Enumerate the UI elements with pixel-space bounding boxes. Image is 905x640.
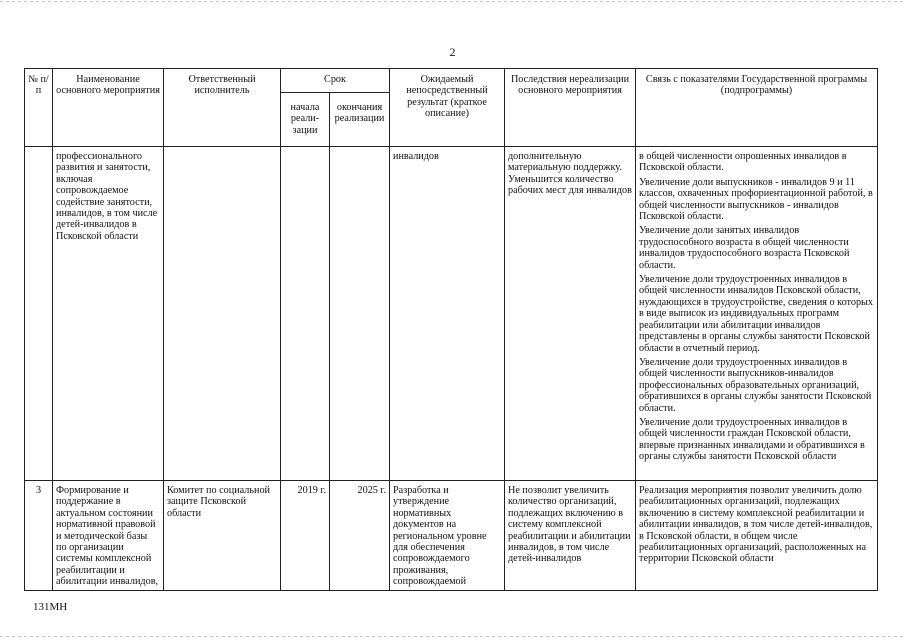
row-end — [330, 147, 390, 481]
row-consequences: дополнительную материальную поддержку. Уменьшится количество рабочих мест для инвалидов — [505, 147, 636, 481]
page-number: 2 — [449, 45, 456, 59]
row-links — [636, 147, 878, 481]
link-paragraph: Увеличение доли выпускников - инвалидов 9 и 11 классов, охваченных профориентационной работой, в общей численности выпускников - инвалидов Псковской области. — [639, 176, 873, 223]
header-term-start: начала реали-зации — [281, 93, 330, 147]
link-paragraph: Увеличение доли трудоустроенных инвалидов в общей численности граждан Псковской области, впервые признанных инвалидами и обратившихся в органы службы занятости Псковской области — [639, 416, 865, 463]
scan-top-edge — [0, 1, 905, 2]
header-executor: Ответственный исполнитель — [164, 69, 281, 147]
row-name: Формирование и поддержание в актуальном состоянии нормативной правовой и методической базы по организации системы комплексной реабилитации и абилитации инвалидов, — [53, 481, 164, 591]
header-row — [25, 69, 878, 93]
measures-table — [24, 68, 878, 591]
row-consequences: Не позволит увеличить количество организаций, подлежащих включению в систему комплексной реабилитации и абилитации инвалидов, в том числе детей-инвалидов — [505, 481, 636, 591]
table-row — [25, 147, 878, 481]
header-name: Наименование основного мероприятия — [53, 69, 164, 147]
scan-bottom-edge — [0, 636, 905, 637]
row-result: Разработка и утверждение нормативных документов на региональном уровне для обеспечения сопровождаемого проживания, сопровождаемой — [390, 481, 505, 591]
link-paragraph: Увеличение доли занятых инвалидов трудоспособного возраста в общей численности инвалидов трудоспособного возраста Псковской области. — [639, 225, 850, 271]
footer-code: 131МН — [33, 601, 68, 613]
row-name: профессионального развития и занятости, включая сопровождаемое содействие занятости, инвалидов, в том числе детей-инвалидов в Псковской области — [53, 147, 164, 481]
link-paragraph: в общей численности опрошенных инвалидов в Псковской области. — [639, 151, 847, 174]
row-num: 3 — [25, 481, 53, 591]
row-result: инвалидов — [390, 147, 505, 481]
link-paragraph: Увеличение доли трудоустроенных инвалидов в общей численности выпускников-инвалидов профессиональных образовательных организаций, обратившихся в органы службы занятости Псковской области. — [639, 356, 872, 414]
row-num — [25, 147, 53, 481]
row-end: 2025 г. — [330, 481, 390, 591]
link-paragraph: Реализация мероприятия позволит увеличить долю реабилитационных организаций, подлежащих включению в систему комплексной реабилитации и абилитации инвалидов, в том числе детей-инвалидов, в Псковской области, в общем числе реабилитационных организаций, расположенных на территории Псковской области — [639, 485, 873, 565]
header-term: Срок — [281, 69, 390, 93]
header-consequences: Последствия нереализации основного мероприятия — [505, 69, 636, 147]
row-start: 2019 г. — [281, 481, 330, 591]
row-executor — [164, 147, 281, 481]
row-executor: Комитет по социальной защите Псковской области — [164, 481, 281, 591]
row-start — [281, 147, 330, 481]
link-paragraph: Увеличение доли трудоустроенных инвалидов в общей численности инвалидов Псковской области, нуждающихся в трудоустройстве, сведения о которых в виде выписок из индивидуальных программ реабилитации или абилитации инвалидов представлены в органы службы занятости Псковской области в отчетный период. — [639, 274, 873, 354]
row-links — [636, 481, 878, 591]
header-num: № п/п — [25, 69, 53, 147]
table-row — [25, 481, 878, 591]
header-result: Ожидаемый непосредственный результат (краткое описание) — [390, 69, 505, 147]
header-term-end: окончания реализации — [330, 93, 390, 147]
header-link: Связь с показателями Государственной программы (подпрограммы) — [636, 69, 878, 147]
